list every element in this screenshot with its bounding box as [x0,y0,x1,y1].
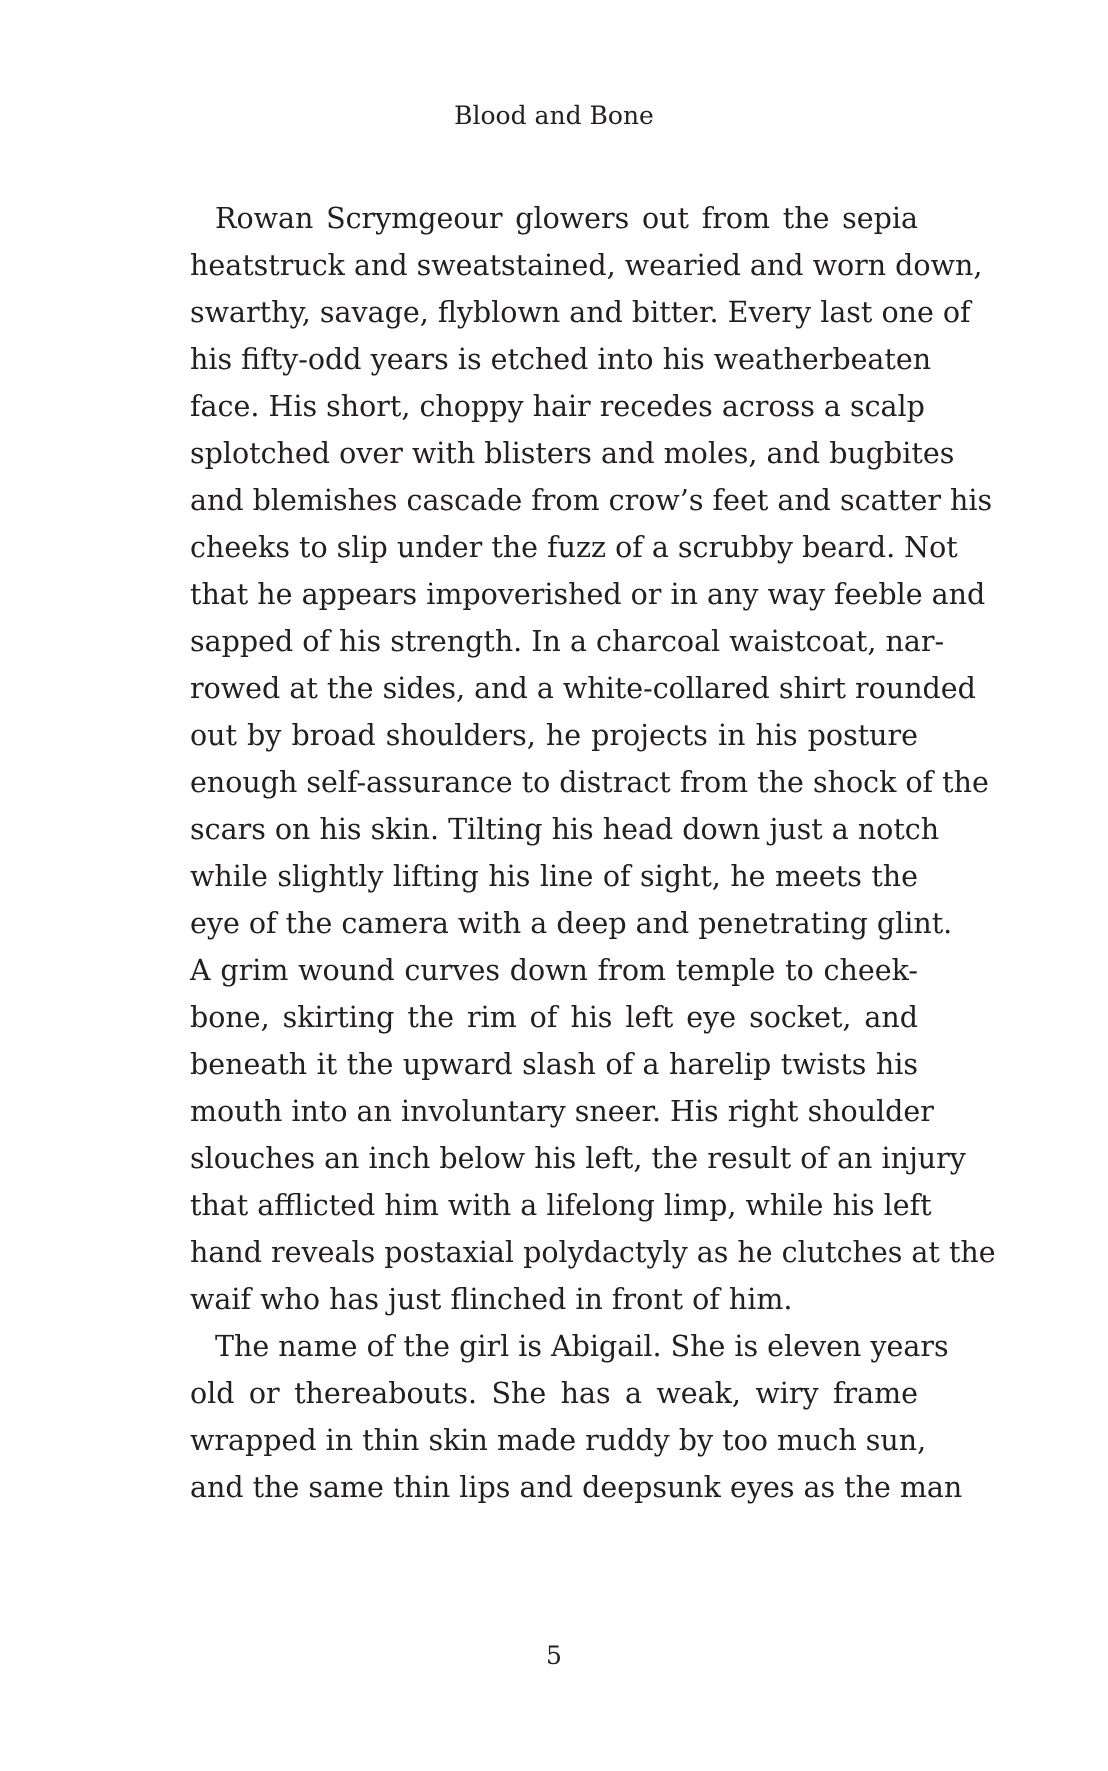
text-line: waif who has just flinched in front of him. [190,1283,793,1316]
text-line: mouth into an involuntary sneer. His right shoulder [190,1095,934,1128]
text-line: scars on his skin. Tilting his head down just a notch [190,813,940,846]
text-line: eye of the camera with a deep and penetrating glint. [190,907,953,940]
text-line: The name of the girl is Abigail. She is eleven years [215,1330,949,1363]
text-line: face. His short, choppy hair recedes across a scalp [190,390,925,423]
text-line: heatstruck and sweatstained, wearied and worn down, [190,249,983,282]
text-line: while slightly lifting his line of sight, he meets the [190,860,918,893]
text-line: enough self-assurance to distract from the shock of the [190,766,989,799]
text-line: Rowan Scrymgeour glowers out from the sepia [215,202,918,235]
body-text [190,195,996,1511]
text-line: bone, skirting the rim of his left eye socket, and [190,1001,918,1034]
text-line: his fifty-odd years is etched into his weatherbeaten [190,343,932,376]
text-line: cheeks to slip under the fuzz of a scrubby beard. Not [190,531,958,564]
text-line: old or thereabouts. She has a weak, wiry frame [190,1377,918,1410]
paragraph-1 [190,195,996,1323]
text-line: out by broad shoulders, he projects in his posture [190,719,918,752]
text-line: hand reveals postaxial polydactyly as he clutches at the [190,1236,996,1269]
text-line: swarthy, savage, flyblown and bitter. Every last one of [190,296,971,329]
page-number: 5 [546,1641,562,1670]
text-line: that afflicted him with a lifelong limp, while his left [190,1189,932,1222]
text-line: and the same thin lips and deepsunk eyes as the man [190,1471,963,1504]
text-line: rowed at the sides, and a white-collared shirt rounded [190,672,976,705]
paragraph-2 [190,1323,963,1511]
text-line: splotched over with blisters and moles, and bugbites [190,437,955,470]
text-line: that he appears impoverished or in any way feeble and [190,578,986,611]
text-line: slouches an inch below his left, the result of an injury [190,1142,966,1175]
text-line: and blemishes cascade from crow’s feet and scatter his [190,484,993,517]
running-head: Blood and Bone [454,101,654,130]
text-line: A grim wound curves down from temple to cheek- [190,954,918,987]
text-line: sapped of his strength. In a charcoal waistcoat, nar- [190,625,945,658]
text-line: wrapped in thin skin made ruddy by too much sun, [190,1424,927,1457]
text-line: beneath it the upward slash of a harelip twists his [190,1048,918,1081]
